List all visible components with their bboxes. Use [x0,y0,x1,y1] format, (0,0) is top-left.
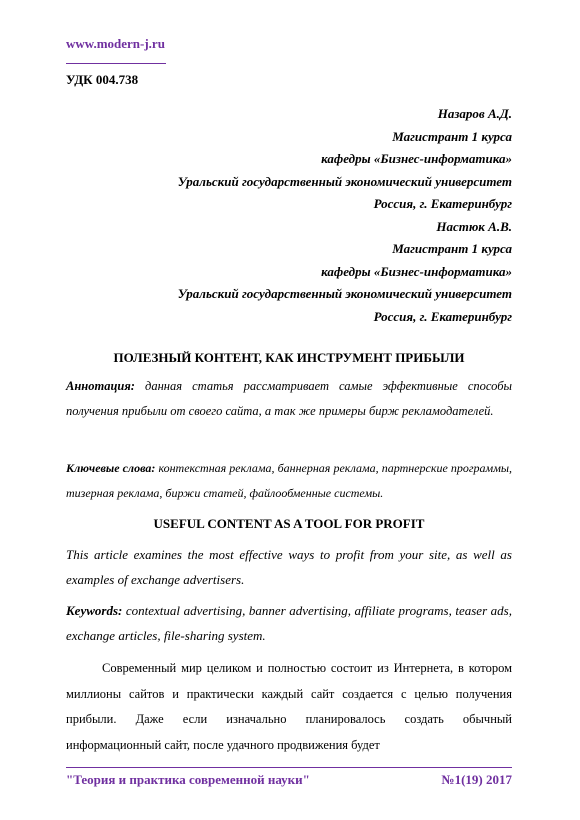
abstract-en-text: This article examines the most effective ways to profit from your site, as well as examples of exchange advertisers. [66,547,512,587]
author-location: Россия, г. Екатеринбург [373,196,512,211]
author-location: Россия, г. Екатеринбург [373,308,512,324]
author-university: Уральский государственный экономический университет [177,173,512,189]
keywords-ru-text: контекстная реклама, баннерная реклама, партнерские программы, тизерная реклама, биржи статей, файлообменные системы. [66,461,512,500]
abstract-ru-label: Аннотация: [66,379,135,393]
site-url: www.modern-j.ru [66,36,165,51]
abstract-ru-text: данная статья рассматривает самые эффективные способы получения прибыли от своего сайта, а так же примеры бирж рекламодателей. [66,379,512,418]
author-name: Настюк А.В. [436,218,512,234]
author-department: кафедры «Бизнес-информатика» [321,151,512,166]
body-paragraph: Современный мир целиком и полностью состоит из Интернета, в котором миллионы сайтов и практически каждый сайт создается с целью получения прибыли. Даже если изначально планировалось создать обычный информационный сайт, после удачного продвижения будет [66,661,512,752]
footer-divider [66,767,512,768]
header-divider [66,63,166,64]
keywords-ru-label: Ключевые слова: [66,461,156,475]
footer-journal-name: "Теория и практика современной науки" [66,772,310,787]
keywords-ru [66,456,512,506]
keywords-en [66,598,512,648]
author-university: Уральский государственный экономический университет [177,286,512,301]
abstract-ru [66,374,512,424]
udk-code: УДК 004.738 [66,72,139,87]
author-position: Магистрант 1 курса [392,128,512,144]
author-name: Назаров А.Д. [437,106,512,121]
keywords-en-text: contextual advertising, banner advertising, affiliate programs, teaser ads, exchange articles, file-sharing system. [66,603,512,643]
article-title-en: USEFUL CONTENT AS A TOOL FOR PROFIT [153,516,425,531]
author-position: Магистрант 1 курса [392,241,512,256]
keywords-en-label: Keywords: [66,603,123,618]
author-block [66,103,512,328]
author-department: кафедры «Бизнес-информатика» [321,263,512,279]
footer-issue-number: №1(19) 2017 [441,772,512,787]
abstract-en [66,542,512,592]
article-title-ru: ПОЛЕЗНЫЙ КОНТЕНТ, КАК ИНСТРУМЕНТ ПРИБЫЛИ [113,350,465,365]
